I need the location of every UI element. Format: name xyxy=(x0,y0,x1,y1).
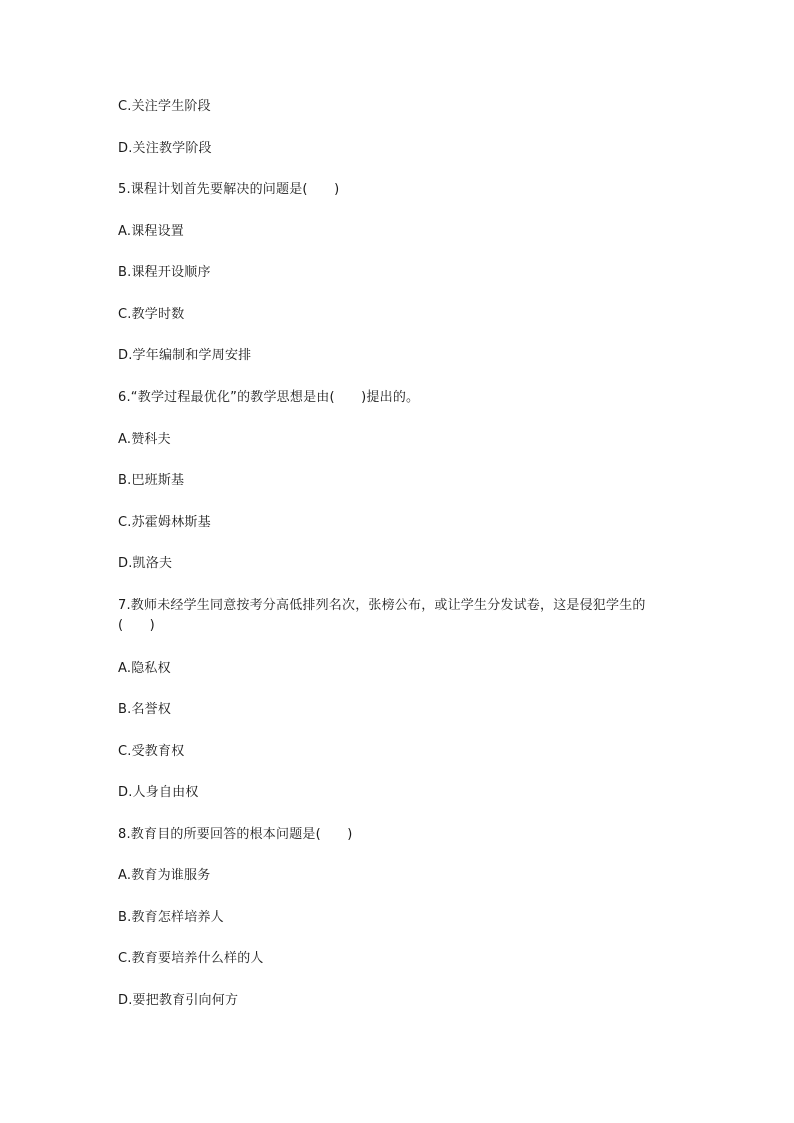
question-7-option-a: A.隐私权 xyxy=(118,661,171,676)
question-5-option-a: A.课程设置 xyxy=(118,224,184,239)
question-6-option-d: D.凯洛夫 xyxy=(118,556,173,571)
question-6-option-b: B.巴班斯基 xyxy=(118,473,185,488)
option-d-previous: D.关注教学阶段 xyxy=(118,141,212,156)
question-5-option-b: B.课程开设顺序 xyxy=(118,265,211,280)
question-7-option-c: C.受教育权 xyxy=(118,744,185,759)
question-7: 7.教师未经学生同意按考分高低排列名次，张榜公布，或让学生分发试卷，这是侵犯学生的( ) xyxy=(118,598,646,633)
question-6-option-c: C.苏霍姆林斯基 xyxy=(118,515,211,530)
question-6: 6.“教学过程最优化”的教学思想是由( )提出的。 xyxy=(118,390,420,405)
option-c-previous: C.关注学生阶段 xyxy=(118,99,211,114)
question-8-option-a: A.教育为谁服务 xyxy=(118,868,211,883)
question-8: 8.教育目的所要回答的根本问题是( ) xyxy=(118,827,353,842)
question-5: 5.课程计划首先要解决的问题是( ) xyxy=(118,182,340,197)
question-8-option-b: B.教育怎样培养人 xyxy=(118,910,224,925)
question-5-option-d: D.学年编制和学周安排 xyxy=(118,348,252,363)
question-5-option-c: C.教学时数 xyxy=(118,307,185,322)
question-6-option-a: A.赞科夫 xyxy=(118,432,171,447)
question-8-option-d: D.要把教育引向何方 xyxy=(118,993,239,1008)
question-8-option-c: C.教育要培养什么样的人 xyxy=(118,951,264,966)
question-7-option-d: D.人身自由权 xyxy=(118,785,199,800)
question-7-option-b: B.名誉权 xyxy=(118,702,172,717)
